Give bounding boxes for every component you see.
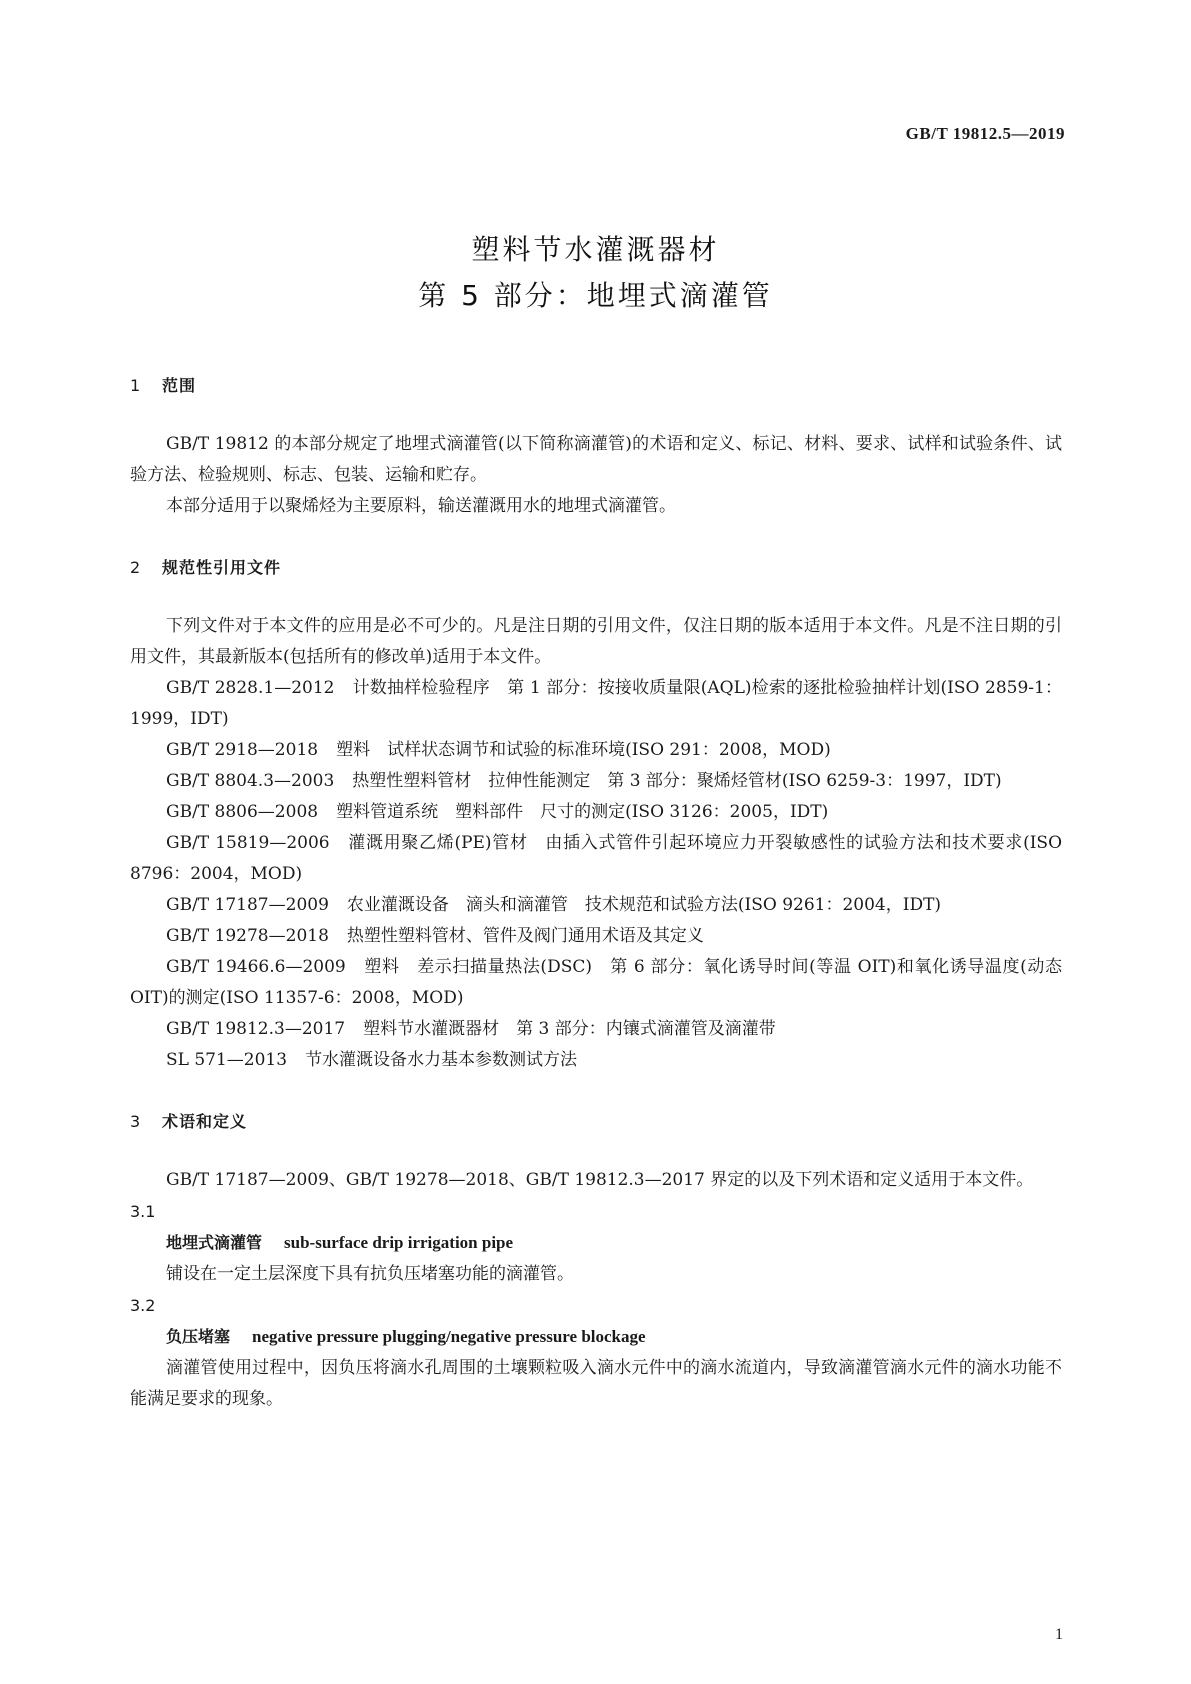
paragraph: GB/T 17187—2009、GB/T 19278—2018、GB/T 19812.3—2017 界定的以及下列术语和定义适用于本文件。 (166, 1170, 1034, 1190)
section-number: 2 (130, 558, 142, 577)
section-title: 术语和定义 (162, 1112, 248, 1131)
reference-title: 节水灌溉设备水力基本参数测试方法 (305, 1050, 578, 1070)
reference-title: 塑料 差示扫描量热法(DSC) 第 6 部分：氧化诱导时间(等温 OIT)和氧化诱导温度(动态 OIT)的测定(ISO 11357-6：2008，MOD) (130, 957, 1062, 1008)
document-body (130, 370, 1062, 1415)
term-zh: 地埋式滴灌管 (166, 1233, 263, 1252)
term-number: 3.2 (130, 1296, 156, 1315)
term-en: sub-surface drip irrigation pipe (284, 1233, 514, 1252)
reference-item (130, 921, 1062, 952)
reference-item (130, 797, 1062, 828)
reference-item (130, 890, 1062, 921)
section-heading (130, 370, 1062, 401)
term-definition: 铺设在一定土层深度下具有抗负压堵塞功能的滴灌管。 (166, 1264, 574, 1284)
page-number: 1 (1055, 1626, 1063, 1643)
reference-code: GB/T 17187—2009 (166, 895, 329, 915)
paragraph: GB/T 19812 的本部分规定了地埋式滴灌管(以下简称滴灌管)的术语和定义、标记、材料、要求、试样和试验条件、试验方法、检验规则、标志、包装、运输和贮存。 (130, 434, 1062, 485)
section-title: 规范性引用文件 (162, 558, 282, 577)
reference-title: 塑料管道系统 塑料部件 尺寸的测定(ISO 3126：2005，IDT) (336, 802, 829, 822)
reference-code: SL 571—2013 (166, 1050, 288, 1070)
reference-title: 热塑性塑料管材、管件及阀门通用术语及其定义 (346, 926, 704, 946)
reference-code: GB/T 2918—2018 (166, 740, 319, 760)
reference-item (130, 766, 1062, 797)
term-heading (130, 1321, 1062, 1353)
section-title: 范围 (162, 376, 197, 395)
reference-code: GB/T 19466.6—2009 (166, 957, 346, 977)
reference-title: 计数抽样检验程序 第 1 部分：按接收质量限(AQL)检索的逐批检验抽样计划(ISO 2859-1：1999，IDT) (130, 678, 1062, 729)
reference-title: 塑料节水灌溉器材 第 3 部分：内镶式滴灌管及滴灌带 (363, 1019, 776, 1039)
reference-item (130, 673, 1062, 735)
reference-item (130, 952, 1062, 1014)
reference-code: GB/T 8806—2008 (166, 802, 319, 822)
reference-title: 塑料 试样状态调节和试验的标准环境(ISO 291：2008，MOD) (336, 740, 831, 760)
section-heading (130, 552, 1062, 583)
section-heading (130, 1106, 1062, 1137)
term-definition: 滴灌管使用过程中，因负压将滴水孔周围的土壤颗粒吸入滴水元件中的滴水流道内，导致滴灌管滴水元件的滴水功能不能满足要求的现象。 (130, 1358, 1062, 1409)
reference-item (130, 828, 1062, 890)
term-number: 3.1 (130, 1202, 156, 1221)
reference-title: 灌溉用聚乙烯(PE)管材 由插入式管件引起环境应力开裂敏感性的试验方法和技术要求(ISO 8796：2004，MOD) (130, 833, 1063, 884)
reference-item (130, 735, 1062, 766)
reference-code: GB/T 19812.3—2017 (166, 1019, 346, 1039)
reference-title: 农业灌溉设备 滴头和滴灌管 技术规范和试验方法(ISO 9261：2004，IDT) (346, 895, 942, 915)
section-number: 1 (130, 376, 142, 395)
reference-code: GB/T 8804.3—2003 (166, 771, 335, 791)
standard-code: GB/T 19812.5—2019 (905, 124, 1065, 143)
term-en: negative pressure plugging/negative pressure blockage (252, 1327, 646, 1346)
reference-code: GB/T 19278—2018 (166, 926, 329, 946)
section-number: 3 (130, 1112, 142, 1131)
term-zh: 负压堵塞 (166, 1327, 231, 1346)
reference-code: GB/T 15819—2006 (166, 833, 330, 853)
reference-item (130, 1045, 1062, 1076)
paragraph: 下列文件对于本文件的应用是必不可少的。凡是注日期的引用文件，仅注日期的版本适用于本文件。凡是不注日期的引用文件，其最新版本(包括所有的修改单)适用于本文件。 (130, 616, 1062, 667)
reference-item (130, 1014, 1062, 1045)
term-heading (130, 1227, 1062, 1259)
reference-title: 热塑性塑料管材 拉伸性能测定 第 3 部分：聚烯烃管材(ISO 6259-3：1997，IDT) (352, 771, 1002, 791)
reference-code: GB/T 2828.1—2012 (166, 678, 335, 698)
document-subtitle: 第 5 部分：地埋式滴灌管 (418, 279, 773, 312)
paragraph: 本部分适用于以聚烯烃为主要原料，输送灌溉用水的地埋式滴灌管。 (166, 496, 676, 516)
document-title: 塑料节水灌溉器材 (471, 233, 720, 266)
